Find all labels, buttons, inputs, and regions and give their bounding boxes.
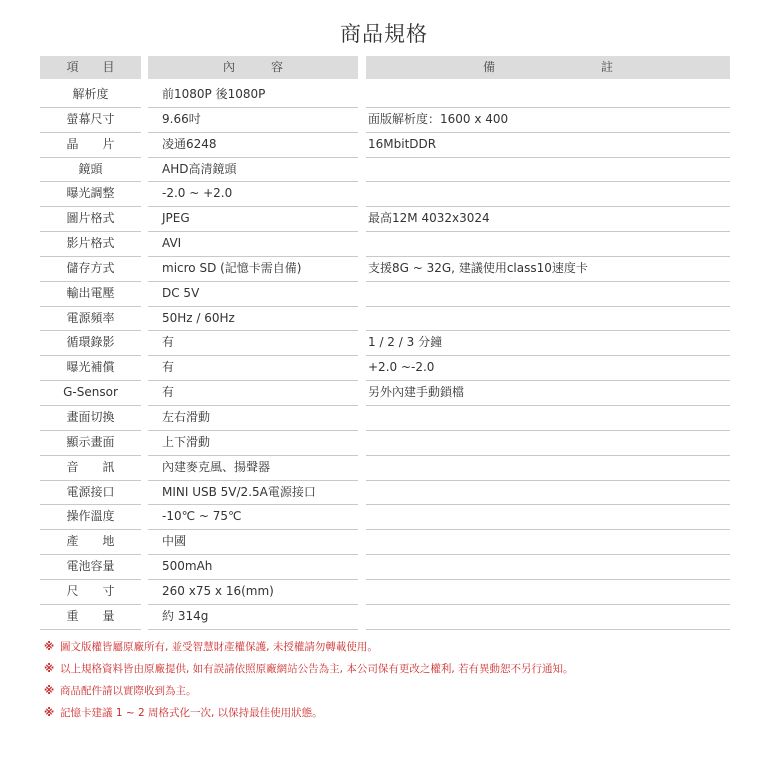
table-row <box>40 108 730 133</box>
table-row <box>40 133 730 158</box>
spec-item-label: G-Sensor <box>40 381 141 406</box>
spec-note: 最高12M 4032x3024 <box>366 207 730 232</box>
footnote-text: 記憶卡建議 1 ~ 2 周格式化一次, 以保持最佳使用狀態。 <box>60 707 323 719</box>
table-row <box>40 481 730 506</box>
spec-note <box>366 481 730 506</box>
spec-item-label: 循環錄影 <box>40 331 141 356</box>
spec-note <box>366 307 730 332</box>
footnote <box>44 636 744 658</box>
spec-content: 中國 <box>148 530 358 555</box>
footnote-text: 商品配件請以實際收到為主。 <box>60 685 197 697</box>
spec-content: micro SD (記憶卡需自備) <box>148 257 358 282</box>
spec-item-label: 鏡頭 <box>40 158 141 183</box>
table-row <box>40 406 730 431</box>
page-title: 商品規格 <box>340 22 428 46</box>
spec-note: 面版解析度：1600 x 400 <box>366 108 730 133</box>
table-row <box>40 356 730 381</box>
table-row <box>40 232 730 257</box>
spec-content: 有 <box>148 356 358 381</box>
spec-note <box>366 182 730 207</box>
spec-note: 另外內建手動鎖檔 <box>366 381 730 406</box>
spec-note <box>366 580 730 605</box>
spec-content: 有 <box>148 381 358 406</box>
spec-note <box>366 158 730 183</box>
table-row <box>40 158 730 183</box>
spec-item-label: 影片格式 <box>40 232 141 257</box>
spec-note <box>366 83 730 108</box>
spec-note <box>366 232 730 257</box>
spec-item-label: 曝光調整 <box>40 182 141 207</box>
footnote-mark: ※ <box>44 641 55 653</box>
spec-item-label: 晶 片 <box>40 133 141 158</box>
spec-item-label: 電源接口 <box>40 481 141 506</box>
spec-content: MINI USB 5V/2.5A電源接口 <box>148 481 358 506</box>
spec-item-label: 畫面切換 <box>40 406 141 431</box>
spec-item-label: 解析度 <box>40 83 141 108</box>
footnote-text: 圖文版權皆屬原廠所有, 並受智慧財產權保護, 未授權請勿轉載使用。 <box>60 641 378 653</box>
table-header <box>40 56 730 79</box>
header-note <box>366 56 730 79</box>
spec-note <box>366 406 730 431</box>
spec-note <box>366 456 730 481</box>
spec-content: 內建麥克風、揚聲器 <box>148 456 358 481</box>
header-item: 項 目 <box>40 56 141 79</box>
spec-content: 有 <box>148 331 358 356</box>
spec-note: +2.0 ~-2.0 <box>366 356 730 381</box>
table-row <box>40 257 730 282</box>
table-row <box>40 605 730 630</box>
footnote <box>44 702 744 724</box>
table-row <box>40 182 730 207</box>
header-content: 內 容 <box>148 56 358 79</box>
spec-item-label: 顯示畫面 <box>40 431 141 456</box>
footnote <box>44 658 744 680</box>
spec-item-label: 輸出電壓 <box>40 282 141 307</box>
spec-note <box>366 530 730 555</box>
spec-content: AVI <box>148 232 358 257</box>
table-row <box>40 456 730 481</box>
spec-item-label: 曝光補償 <box>40 356 141 381</box>
spec-content: 260 x75 x 16(mm) <box>148 580 358 605</box>
footnote-text: 以上規格資料皆由原廠提供, 如有誤請依照原廠網站公告為主, 本公司保有更改之權利, 若有異動恕不另行通知。 <box>60 663 574 675</box>
spec-content: 上下滑動 <box>148 431 358 456</box>
spec-note: 支援8G ~ 32G, 建議使用class10速度卡 <box>366 257 730 282</box>
spec-content: DC 5V <box>148 282 358 307</box>
footnote-mark: ※ <box>44 663 55 675</box>
spec-content: 50Hz / 60Hz <box>148 307 358 332</box>
table-row <box>40 431 730 456</box>
spec-item-label: 圖片格式 <box>40 207 141 232</box>
spec-note <box>366 431 730 456</box>
spec-content: -2.0 ~ +2.0 <box>148 182 358 207</box>
table-row <box>40 530 730 555</box>
spec-item-label: 電源頻率 <box>40 307 141 332</box>
spec-content: 約 314g <box>148 605 358 630</box>
spec-note <box>366 282 730 307</box>
table-row <box>40 331 730 356</box>
spec-item-label: 電池容量 <box>40 555 141 580</box>
spec-note <box>366 555 730 580</box>
spec-content: 500mAh <box>148 555 358 580</box>
header-note-right: 註 <box>601 60 614 74</box>
spec-content: -10℃ ~ 75℃ <box>148 505 358 530</box>
table-row <box>40 580 730 605</box>
spec-content: 前1080P 後1080P <box>148 83 358 108</box>
spec-item-label: 音 訊 <box>40 456 141 481</box>
spec-content: JPEG <box>148 207 358 232</box>
table-row <box>40 307 730 332</box>
footnote-mark: ※ <box>44 685 55 697</box>
spec-item-label: 尺 寸 <box>40 580 141 605</box>
spec-content: 9.66吋 <box>148 108 358 133</box>
spec-item-label: 儲存方式 <box>40 257 141 282</box>
table-body <box>40 83 730 630</box>
spec-item-label: 產 地 <box>40 530 141 555</box>
spec-item-label: 重 量 <box>40 605 141 630</box>
spec-note <box>366 605 730 630</box>
table-row <box>40 207 730 232</box>
spec-item-label: 操作溫度 <box>40 505 141 530</box>
table-row <box>40 83 730 108</box>
spec-item-label: 螢幕尺寸 <box>40 108 141 133</box>
spec-content: 凌通6248 <box>148 133 358 158</box>
table-row <box>40 381 730 406</box>
footnotes <box>44 636 744 724</box>
table-row <box>40 282 730 307</box>
spec-note: 1 / 2 / 3 分鐘 <box>366 331 730 356</box>
spec-content: 左右滑動 <box>148 406 358 431</box>
header-note-left: 備 <box>483 60 496 74</box>
footnote-mark: ※ <box>44 707 55 719</box>
spec-note: 16MbitDDR <box>366 133 730 158</box>
spec-content: AHD高清鏡頭 <box>148 158 358 183</box>
table-row <box>40 555 730 580</box>
table-row <box>40 505 730 530</box>
spec-note <box>366 505 730 530</box>
footnote <box>44 680 744 702</box>
spec-table <box>40 56 730 630</box>
